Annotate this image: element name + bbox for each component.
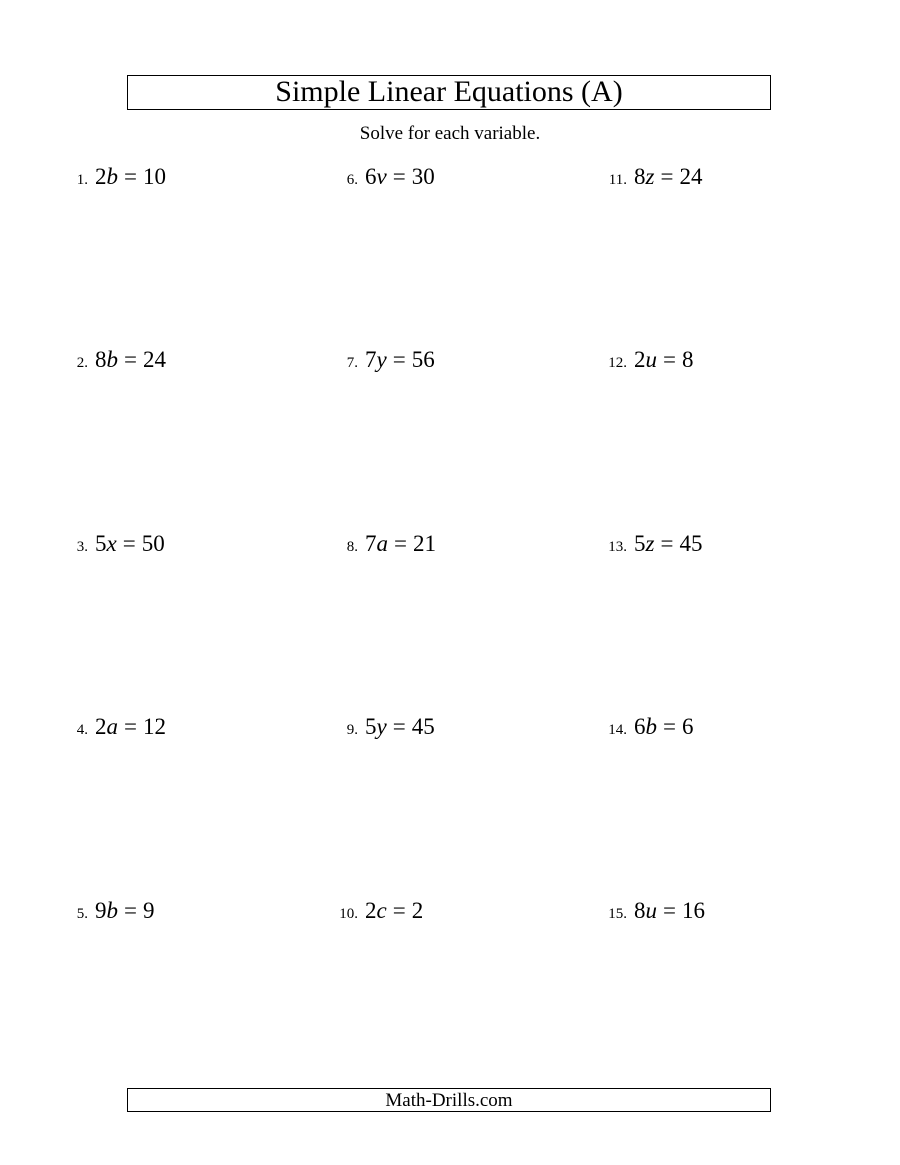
problem-number: 10. [339, 906, 358, 922]
coefficient: 8 [95, 347, 107, 372]
problem [312, 532, 436, 555]
problem [42, 348, 166, 371]
equation [365, 165, 435, 188]
problem [581, 715, 693, 738]
equals-sign: = [392, 164, 406, 189]
variable: a [376, 531, 388, 556]
result: 8 [681, 347, 694, 372]
equals-sign: = [663, 714, 676, 739]
result: 6 [681, 714, 694, 739]
coefficient: 5 [365, 714, 377, 739]
problem-number: 15. [608, 906, 627, 922]
variable: y [376, 347, 387, 372]
equals-sign: = [122, 531, 136, 556]
equation [365, 348, 435, 371]
equation [365, 532, 436, 555]
equation [95, 165, 166, 188]
coefficient: 7 [365, 531, 377, 556]
problem-number: 13. [608, 539, 627, 555]
instructions: Solve for each variable. [359, 123, 541, 144]
problem [312, 715, 435, 738]
result: 24 [679, 164, 703, 189]
equation [365, 899, 423, 922]
footer-text: Math-Drills.com [385, 1089, 513, 1111]
equals-sign: = [394, 531, 407, 556]
equals-sign: = [392, 714, 406, 739]
result: 16 [681, 898, 705, 923]
page-title: Simple Linear Equations (A) [275, 74, 623, 108]
variable: c [376, 898, 387, 923]
problem-number: 8. [346, 539, 358, 555]
problem-number: 11. [608, 172, 627, 188]
coefficient: 9 [95, 898, 107, 923]
coefficient: 7 [365, 347, 377, 372]
equation [634, 532, 702, 555]
result: 56 [411, 347, 435, 372]
coefficient: 2 [365, 898, 377, 923]
equals-sign: = [663, 347, 676, 372]
equation [634, 899, 705, 922]
problem [581, 348, 693, 371]
equals-sign: = [660, 531, 674, 556]
problem-number: 9. [346, 722, 358, 738]
coefficient: 6 [634, 714, 646, 739]
equation [95, 899, 154, 922]
problem-number: 14. [608, 722, 627, 738]
variable: b [106, 347, 118, 372]
variable: z [645, 164, 655, 189]
equals-sign: = [392, 347, 406, 372]
equals-sign: = [124, 898, 137, 923]
result: 2 [411, 898, 424, 923]
problem-number: 3. [76, 539, 88, 555]
problem [42, 532, 165, 555]
equals-sign: = [392, 898, 406, 923]
variable: u [645, 347, 657, 372]
variable: a [106, 714, 118, 739]
coefficient: 6 [365, 164, 377, 189]
footer-box [127, 1088, 771, 1112]
problem-number: 7. [346, 355, 358, 371]
result: 9 [142, 898, 155, 923]
problem-number: 2. [76, 355, 88, 371]
problem [42, 715, 166, 738]
problem [312, 165, 435, 188]
result: 24 [142, 347, 166, 372]
equals-sign: = [124, 714, 137, 739]
problem-number: 1. [76, 172, 88, 188]
variable: b [645, 714, 657, 739]
equals-sign: = [660, 164, 674, 189]
problem [42, 165, 166, 188]
equation [95, 348, 166, 371]
equation [365, 715, 435, 738]
equation [634, 165, 702, 188]
equals-sign: = [124, 164, 137, 189]
coefficient: 5 [95, 531, 107, 556]
result: 30 [411, 164, 435, 189]
variable: x [106, 531, 117, 556]
problem [312, 348, 435, 371]
equals-sign: = [124, 347, 137, 372]
equation [634, 715, 693, 738]
result: 10 [142, 164, 166, 189]
equals-sign: = [663, 898, 676, 923]
problem [581, 165, 702, 188]
variable: b [106, 898, 118, 923]
variable: u [645, 898, 657, 923]
variable: z [645, 531, 655, 556]
coefficient: 8 [634, 164, 646, 189]
variable: y [376, 714, 387, 739]
problem-number: 5. [76, 906, 88, 922]
variable: b [106, 164, 118, 189]
problem-number: 6. [346, 172, 358, 188]
problem [42, 899, 154, 922]
result: 50 [141, 531, 165, 556]
equation [95, 532, 165, 555]
problem-number: 12. [608, 355, 627, 371]
coefficient: 2 [95, 164, 107, 189]
title-box [127, 75, 771, 110]
problem [581, 899, 705, 922]
coefficient: 5 [634, 531, 646, 556]
problem [581, 532, 702, 555]
result: 45 [411, 714, 435, 739]
result: 12 [142, 714, 166, 739]
problem [312, 899, 423, 922]
variable: v [376, 164, 387, 189]
equation [95, 715, 166, 738]
result: 45 [679, 531, 703, 556]
equation [634, 348, 693, 371]
coefficient: 2 [95, 714, 107, 739]
coefficient: 8 [634, 898, 646, 923]
problem-number: 4. [76, 722, 88, 738]
result: 21 [412, 531, 436, 556]
coefficient: 2 [634, 347, 646, 372]
